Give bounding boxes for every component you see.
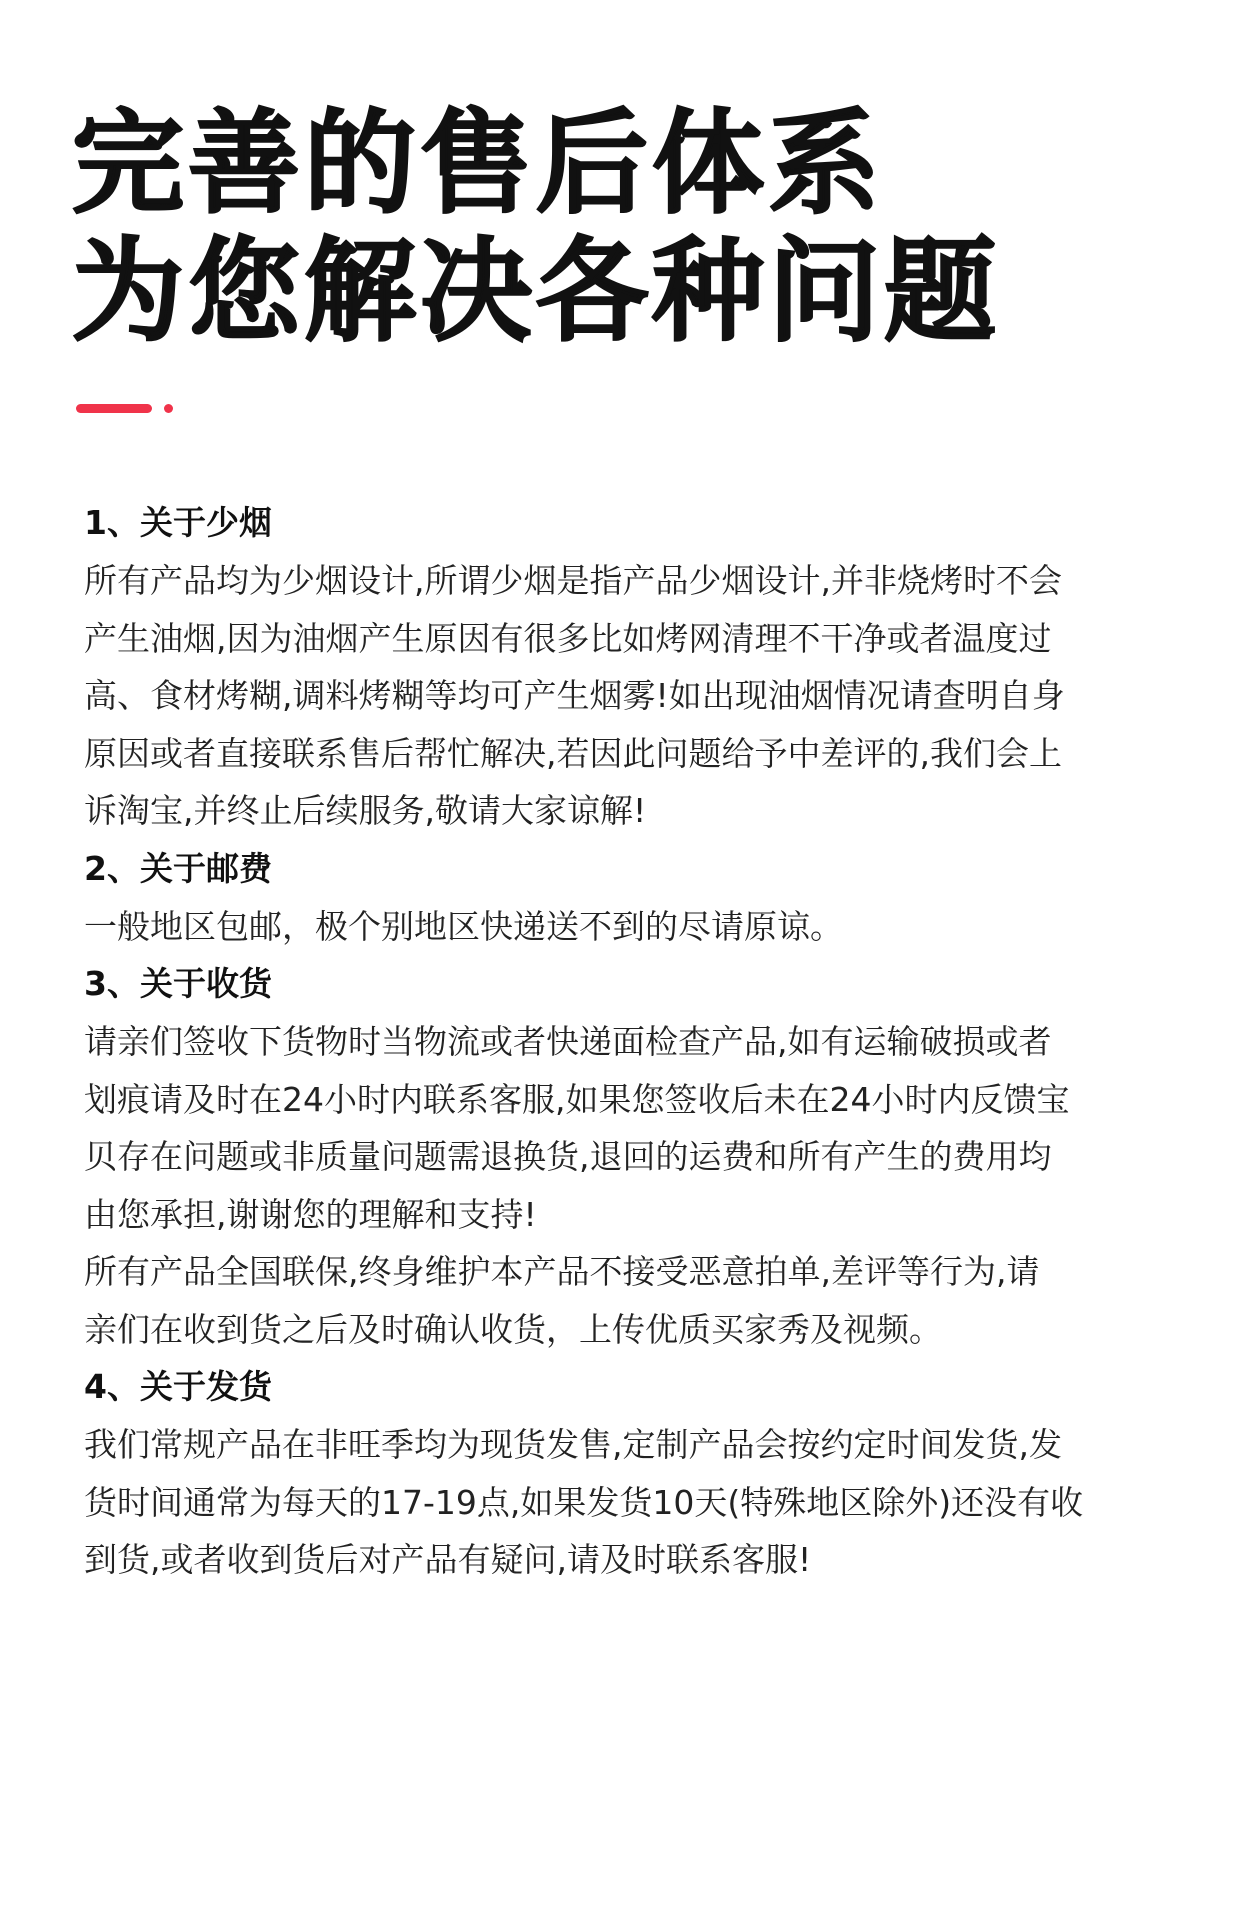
section-paragraph: [84, 552, 1164, 840]
section-paragraph: [84, 898, 1164, 956]
paragraph-line: 请亲们签收下货物时当物流或者快递面检查产品,如有运输破损或者: [84, 1022, 1052, 1061]
paragraph-line: 货时间通常为每天的17-19点,如果发货10天(特殊地区除外)还没有收: [84, 1482, 1084, 1522]
section-paragraph: [84, 1416, 1164, 1589]
paragraph-line: 亲们在收到货之后及时确认收货，上传优质买家秀及视频。: [84, 1309, 942, 1349]
accent-bar: [76, 404, 152, 413]
title-line-1: 完善的售后体系: [72, 99, 884, 229]
section-shipping-fee: [84, 840, 1164, 956]
page-title: [72, 100, 1172, 356]
section-heading: 1、关于少烟: [84, 503, 272, 542]
policy-content: [84, 494, 1164, 1589]
paragraph-line: 到货,或者收到货后对产品有疑问,请及时联系客服!: [84, 1540, 812, 1579]
paragraph-line: 原因或者直接联系售后帮忙解决,若因此问题给予中差评的,我们会上: [84, 733, 1062, 773]
section-heading: 4、关于发货: [84, 1367, 272, 1406]
paragraph-line: 高、食材烤糊,调料烤糊等均可产生烟雾!如出现油烟情况请查明自身: [84, 676, 1065, 715]
section-paragraph: [84, 1243, 1164, 1358]
paragraph-line: 我们常规产品在非旺季均为现货发售,定制产品会按约定时间发货,发: [84, 1425, 1062, 1464]
paragraph-line: 产生油烟,因为油烟产生原因有很多比如烤网清理不干净或者温度过: [84, 618, 1052, 658]
section-receiving: [84, 955, 1164, 1358]
section-smoke: [84, 494, 1164, 840]
section-heading: 2、关于邮费: [84, 848, 272, 888]
paragraph-line: 贝存在问题或非质量问题需退换货,退回的运费和所有产生的费用均: [84, 1137, 1052, 1176]
paragraph-line: 一般地区包邮，极个别地区快递送不到的尽请原谅。: [84, 906, 843, 946]
accent-dot: [164, 404, 173, 413]
title-line-2: 为您解决各种问题: [72, 227, 1000, 357]
paragraph-line: 所有产品均为少烟设计,所谓少烟是指产品少烟设计,并非烧烤时不会: [84, 561, 1062, 600]
paragraph-line: 所有产品全国联保,终身维护本产品不接受恶意拍单,差评等行为,请: [84, 1252, 1040, 1291]
section-dispatch: [84, 1358, 1164, 1589]
paragraph-line: 诉淘宝,并终止后续服务,敬请大家谅解!: [84, 791, 647, 830]
paragraph-line: 划痕请及时在24小时内联系客服,如果您签收后未在24小时内反馈宝: [84, 1079, 1070, 1119]
section-paragraph: [84, 1013, 1164, 1243]
section-heading: 3、关于收货: [84, 964, 272, 1003]
paragraph-line: 由您承担,谢谢您的理解和支持!: [84, 1194, 537, 1234]
